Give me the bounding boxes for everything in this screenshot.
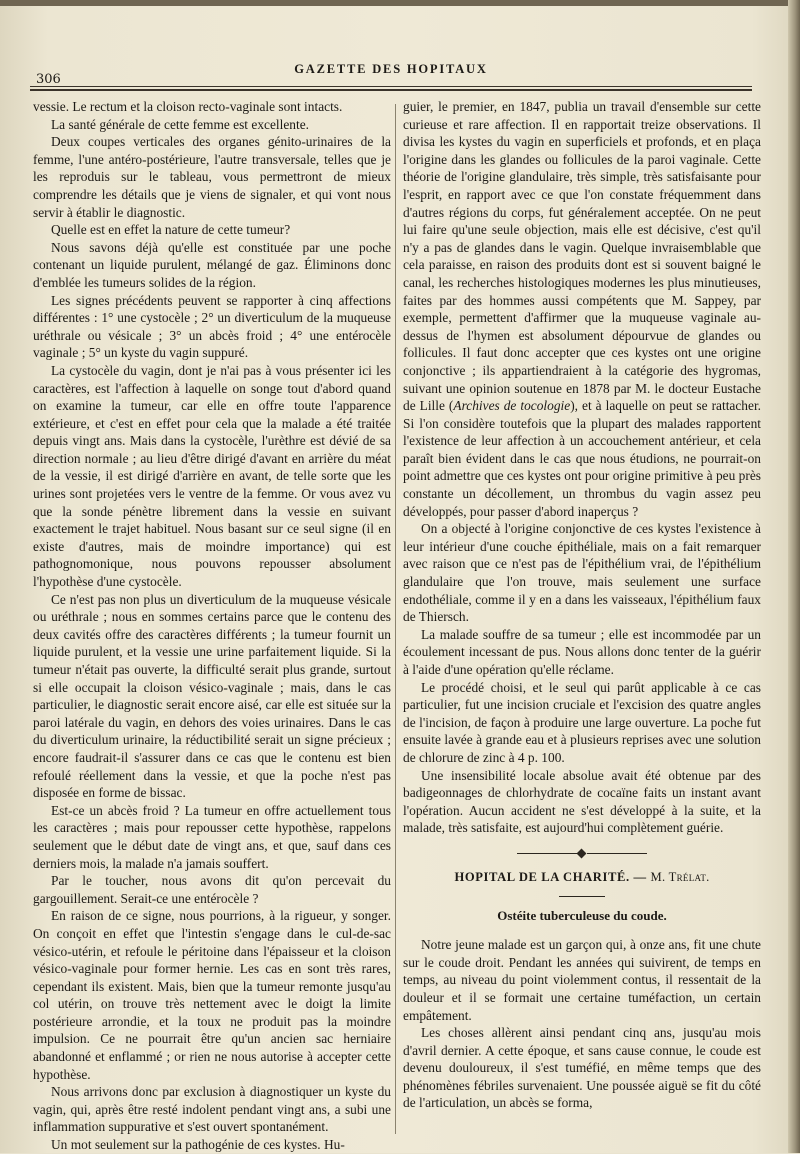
text-run: ), et à laquelle on peut se rattacher. Si l'on considère toutefois que la plupart des malades rapportent l'existence de leur affection à un accouchement antérieur, et cela paraît bien évident dans le cas que nous étudions, ne pourrait-on point admettre que ces kystes ont pour origine primitive à peu près constante un décollement, un thrombus du vagin assez peu développés, pour passer d'abord inaperçus ? [403, 398, 762, 519]
column-divider [395, 104, 396, 1134]
right-column [403, 98, 761, 1112]
paragraph: La santé générale de cette femme est excellente. [51, 116, 309, 132]
header-rule-thick [30, 89, 752, 91]
section-separator [517, 849, 647, 859]
scan-binding-edge [788, 0, 800, 1153]
paragraph: Ce n'est pas non plus un diverticulum de la muqueuse vésicale ou uréthrale ; nous en sommes certains parce que le contenu des deux cavités offre des caractères différents ; la tumeur fournit un liquide purulent, et la vessie une urine parfaitement liquide. Si la tumeur n'était pas ouverte, la difficulté serait plus grande, surtout si elle occupait la cloison vésico-vaginale ; mais, dans le cas particulier, le diagnostic serait encore aisé, car elle est située sur la paroi latérale du vagin, en dehors des voies urinaires. Dans le cas du diverticulum urinaire, la réductibilité serait un signe précieux ; encore faudrait-il s'assurer dans ce cas que le contenu est bien refoulé réellement dans la vessie, et que la poche n'est pas disposée en forme de bissac. [33, 591, 391, 801]
paragraph: Par le toucher, nous avons dit qu'on percevait du gargouillement. Serait-ce une entérocèle ? [33, 873, 391, 906]
header-rule-thin [30, 86, 752, 87]
separator-line [587, 853, 647, 854]
paragraph: Notre jeune malade est un garçon qui, à onze ans, fit une chute sur le coude droit. Pendant les années qui suivirent, de temps en temps, au niveau du point violemment contus, il ressentait de la douleur et il se formait une certaine tuméfaction, un certain empâtement. [403, 937, 761, 1023]
running-title: GAZETTE DES HOPITAUX [294, 62, 488, 76]
scan-top-edge [0, 0, 800, 6]
left-column [33, 98, 391, 1154]
paragraph: vessie. Le rectum et la cloison recto-vaginale sont intacts. [33, 99, 343, 114]
paragraph: Le procédé choisi, et le seul qui parût applicable à ce cas particulier, fut une incision cruciale et l'excision des quatre angles de l'incision, de façon à produire une large ouverture. La poche fut ensuite lavée à grande eau et à plusieurs reprises avec une solution de chlorure de zinc à 4 p. 100. [403, 679, 761, 765]
paragraph: Quelle est en effet la nature de cette tumeur? [51, 222, 291, 238]
paragraph: La malade souffre de sa tumeur ; elle est incommodée par un écoulement incessant de pus. Nous allons donc tenter de la guérir à l'aide d'une opération qu'elle réclame. [403, 626, 761, 677]
title-rule [559, 896, 605, 897]
paragraph: Un mot seulement sur la pathogénie de ces kystes. Hu- [51, 1137, 345, 1153]
paragraph: La cystocèle du vagin, dont je n'ai pas à vous présenter ici les caractères, est l'affection à laquelle on songe tout d'abord quand on examine la tumeur, car elle en offre toute l'apparence extérieure, et c'est en effet pour cela que la malade a été traitée depuis vingt ans. Mais dans la cystocèle, l'urèthre est dévié de sa direction normale ; au lieu d'être dirigé d'avant en arrière du méat de la vessie, il est dirigé d'arrière en avant, de telle sorte que les urines sont projetées vers le ventre de la femme. Or vous avez vu que la sonde pénètre librement dans la vessie en suivant exactement le trajet habituel. Nous basant sur ce seul signe (il en existe d'autres, mais de moindre importance) qui est pathognomonique, nous pouvons repousser absolument l'hypothèse d'une cystocèle. [33, 362, 391, 590]
paragraph: Nous arrivons donc par exclusion à diagnostiquer un kyste du vagin, qui, après être resté indolent pendant vingt ans, a subi une inflammation suppurative et s'est ouvert spontanément. [33, 1084, 391, 1135]
paragraph: Les choses allèrent ainsi pendant cinq ans, jusqu'au mois d'avril dernier. A cette époque, et sans cause connue, le coude est devenu douloureux, il s'est tuméfié, en même temps que des phénomènes fébriles survenaient. Une poussée aiguë se fit du côté de l'articulation, un abcès se forma, [403, 1025, 761, 1111]
section-title [403, 869, 761, 887]
article-subtitle: Ostéite tuberculeuse du coude. [497, 907, 667, 923]
paragraph: Une insensibilité locale absolue avait été obtenue par des badigeonnages de chlorhydrate de cocaïne faits un instant avant l'opération. Aucun accident ne s'est développé à la suite, et la malade, très satisfaite, est aujourd'hui complètement guérie. [403, 767, 761, 836]
paragraph: Les signes précédents peuvent se rapporter à cinq affections différentes : 1° une cystocèle ; 2° un diverticulum de la muqueuse uréthrale ou vésicale ; 3° un abcès froid ; 4° une entérocèle vaginale ; 5° un kyste du vagin suppuré. [33, 292, 391, 361]
paragraph [403, 98, 761, 520]
paragraph: En raison de ce signe, nous pourrions, à la rigueur, y songer. On conçoit en effet que l'intestin s'engage dans le cul-de-sac vésico-utérin, et refoule le péritoine dans l'épaisseur et la cloison vésico-vaginale pour former hernie. Les cas en sont très rares, cependant ils existent. Mais, bien que la tumeur remonte jusqu'au col utérin, on trouve très nettement avec le doigt la limite postérieure arrondie, et la toux ne produit pas la moindre impulsion. Ce ne pourrait être qu'un ancien sac herniaire abandonné et enflammé ; or rien ne nous autorise à accepter cette hypothèse. [33, 908, 391, 1082]
article-columns [33, 98, 762, 1153]
journal-title: Archives de tocologie [453, 398, 571, 414]
hospital-name: HOPITAL DE LA CHARITÉ. — [454, 869, 647, 884]
paragraph: Nous savons déjà qu'elle est constituée par une poche contenant un liquide purulent, mélangé de gaz. Éliminons donc d'emblée les tumeurs solides de la région. [33, 239, 391, 290]
paragraph: Est-ce un abcès froid ? La tumeur en offre actuellement tous les caractères ; mais pour repousser cette hypothèse, rappelons seulement que le début date de vingt ans, et que, sauf dans ces derniers mois, la malade n'a jamais souffert. [33, 802, 391, 871]
text-run: guier, le premier, en 1847, publia un travail d'ensemble sur cette curieuse et rare affection. Il en rapportait treize observations. Il divisa les kystes du vagin en superficiels et profonds, et en plaça l'origine dans les glandes ou follicules de la paroi vaginale. Cette théorie de l'origine glandulaire, très simple, très satisfaisante pour l'esprit, en rapport avec ce que l'on constate fréquemment dans d'autres régions du corps, fut généralement acceptée. On ne peut lui faire qu'une seule objection, mais elle est décisive, c'est qu'il n'y a pas de glandes dans le vagin. Quelque invraisemblable que cela paraisse, en raison des produits dont est si souvent baigné le canal, les recherches histologiques modernes les plus minutieuses, faites par des hommes aussi compétents que M. Sappey, par exemple, permettent d'affirmer que la muqueuse vaginale au-dessus de l'hymen est absolument dépourvue de glandes ou follicules. Il faut donc accepter que ces kystes ont une origine conjonctive ; ils appartiendraient à la catégorie des hygromas, suivant une opinion soutenue en 1878 par M. le docteur Eustache de Lille ( [403, 99, 761, 414]
paragraph: On a objecté à l'origine conjonctive de ces kystes l'existence à leur intérieur d'une couche épithéliale, mais on a fait remarquer avec raison que ce n'est pas de l'épithélium vrai, de l'épithélium glandulaire que l'on trouve, mais seulement une surface endothéliale, comme il y en a dans les vaisseaux, l'épithélium faux de Thiersch. [403, 521, 761, 625]
separator-ornament [577, 848, 587, 858]
page-number: 306 [36, 72, 61, 87]
paragraph: Deux coupes verticales des organes génito-urinaires de la femme, l'une antéro-postérieure, l'autre transversale, telles que je les reproduis sur le tableau, vous permettront de mieux comprendre les détails que je viens de signaler, et qui vont nous servir à établir le diagnostic. [33, 134, 391, 220]
page-header [30, 58, 752, 87]
section-author: M. Trélat. [650, 869, 710, 884]
separator-line [517, 853, 577, 854]
